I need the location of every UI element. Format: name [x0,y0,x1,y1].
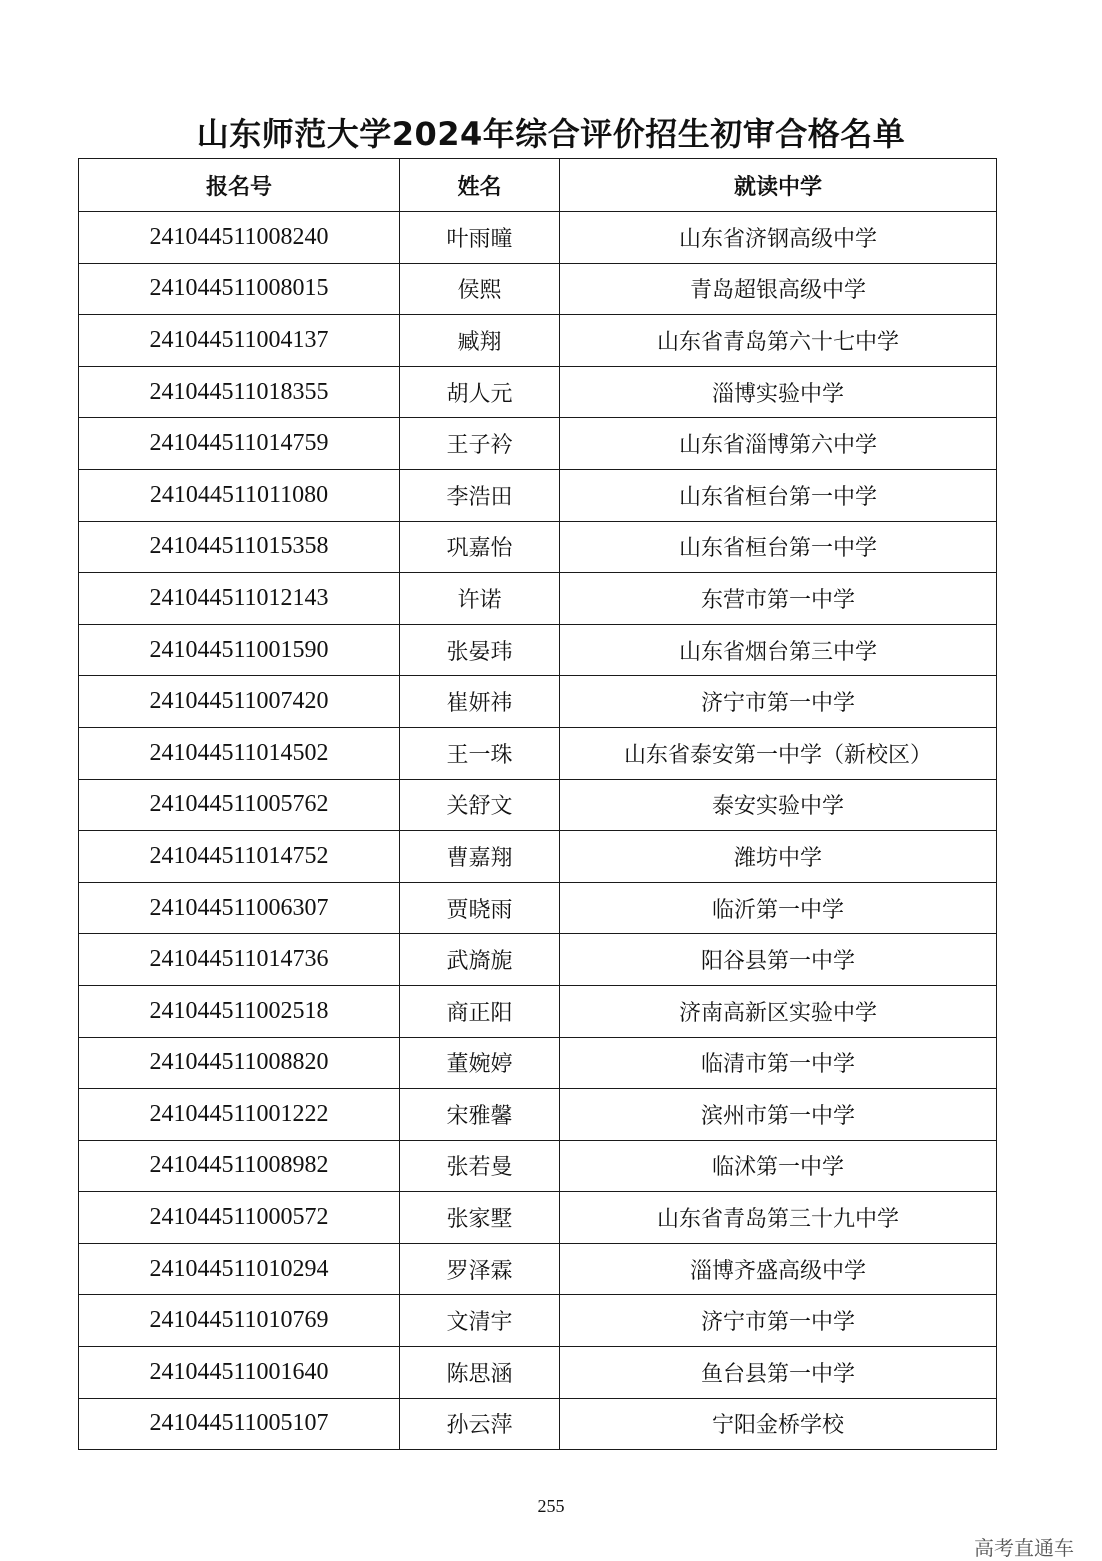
school-cell: 山东省泰安第一中学（新校区） [560,727,997,779]
registration-number-cell: 241044511008982 [79,1140,400,1192]
registration-number-cell: 241044511000572 [79,1192,400,1244]
table-row [79,934,997,986]
registration-number-cell: 241044511001222 [79,1089,400,1141]
school-cell: 鱼台县第一中学 [560,1347,997,1399]
registration-number-cell: 241044511005107 [79,1398,400,1450]
page-number: 255 [537,1496,565,1516]
student-name-cell: 武旖旎 [400,934,560,986]
school-cell: 临清市第一中学 [560,1037,997,1089]
table-row [79,1243,997,1295]
registration-number-cell: 241044511008240 [79,212,400,264]
table-row [79,212,997,264]
page-title: 山东师范大学2024年综合评价招生初审合格名单 [196,115,906,153]
school-cell: 滨州市第一中学 [560,1089,997,1141]
student-name-cell: 许诺 [400,573,560,625]
school-cell: 山东省淄博第六中学 [560,418,997,470]
student-name-cell: 贾晓雨 [400,882,560,934]
header-school: 就读中学 [560,159,997,212]
school-cell: 济宁市第一中学 [560,676,997,728]
registration-number-cell: 241044511004137 [79,315,400,367]
header-name: 姓名 [400,159,560,212]
header-registration-number: 报名号 [79,159,400,212]
registration-number-cell: 241044511007420 [79,676,400,728]
registration-number-cell: 241044511008015 [79,263,400,315]
school-cell: 临沭第一中学 [560,1140,997,1192]
student-name-cell: 张若曼 [400,1140,560,1192]
registration-number-cell: 241044511001640 [79,1347,400,1399]
table-row [79,831,997,883]
registration-number-cell: 241044511014736 [79,934,400,986]
table-row [79,727,997,779]
table-row [79,315,997,367]
table-row [79,779,997,831]
registration-number-cell: 241044511005762 [79,779,400,831]
student-name-cell: 侯熙 [400,263,560,315]
school-cell: 泰安实验中学 [560,779,997,831]
school-cell: 阳谷县第一中学 [560,934,997,986]
school-cell: 淄博齐盛高级中学 [560,1243,997,1295]
registration-number-cell: 241044511014752 [79,831,400,883]
admission-list-table [78,158,997,1450]
table-row [79,418,997,470]
table-row [79,624,997,676]
student-name-cell: 王子衿 [400,418,560,470]
table-body [79,212,997,1450]
table-row [79,1037,997,1089]
student-name-cell: 关舒文 [400,779,560,831]
school-cell: 山东省桓台第一中学 [560,469,997,521]
student-name-cell: 崔妍祎 [400,676,560,728]
school-cell: 济南高新区实验中学 [560,985,997,1037]
student-name-cell: 胡人元 [400,366,560,418]
table-header-row [79,159,997,212]
student-name-cell: 陈思涵 [400,1347,560,1399]
table-row [79,676,997,728]
school-cell: 青岛超银高级中学 [560,263,997,315]
school-cell: 山东省烟台第三中学 [560,624,997,676]
registration-number-cell: 241044511015358 [79,521,400,573]
student-name-cell: 叶雨曈 [400,212,560,264]
registration-number-cell: 241044511008820 [79,1037,400,1089]
registration-number-cell: 241044511012143 [79,573,400,625]
table-row [79,263,997,315]
registration-number-cell: 241044511010294 [79,1243,400,1295]
school-cell: 山东省青岛第三十九中学 [560,1192,997,1244]
registration-number-cell: 241044511002518 [79,985,400,1037]
table-row [79,1140,997,1192]
registration-number-cell: 241044511010769 [79,1295,400,1347]
table-row [79,573,997,625]
table-row [79,469,997,521]
watermark-text: 高考直通车 [974,1536,1074,1560]
student-name-cell: 张晏玮 [400,624,560,676]
registration-number-cell: 241044511011080 [79,469,400,521]
student-name-cell: 宋雅馨 [400,1089,560,1141]
student-name-cell: 曹嘉翔 [400,831,560,883]
registration-number-cell: 241044511014502 [79,727,400,779]
table-row [79,1398,997,1450]
student-name-cell: 商正阳 [400,985,560,1037]
student-name-cell: 孙云萍 [400,1398,560,1450]
school-cell: 东营市第一中学 [560,573,997,625]
student-name-cell: 罗泽霖 [400,1243,560,1295]
table-row [79,521,997,573]
student-name-cell: 李浩田 [400,469,560,521]
school-cell: 淄博实验中学 [560,366,997,418]
student-name-cell: 张家墅 [400,1192,560,1244]
registration-number-cell: 241044511018355 [79,366,400,418]
table-row [79,1089,997,1141]
registration-number-cell: 241044511006307 [79,882,400,934]
student-name-cell: 文清宇 [400,1295,560,1347]
table-row [79,1295,997,1347]
school-cell: 山东省济钢高级中学 [560,212,997,264]
student-name-cell: 巩嘉怡 [400,521,560,573]
registration-number-cell: 241044511014759 [79,418,400,470]
school-cell: 济宁市第一中学 [560,1295,997,1347]
school-cell: 宁阳金桥学校 [560,1398,997,1450]
school-cell: 山东省桓台第一中学 [560,521,997,573]
registration-number-cell: 241044511001590 [79,624,400,676]
table-row [79,985,997,1037]
student-name-cell: 王一珠 [400,727,560,779]
school-cell: 临沂第一中学 [560,882,997,934]
table-row [79,1347,997,1399]
student-name-cell: 臧翔 [400,315,560,367]
table-row [79,882,997,934]
student-name-cell: 董婉婷 [400,1037,560,1089]
table-row [79,1192,997,1244]
table-row [79,366,997,418]
school-cell: 山东省青岛第六十七中学 [560,315,997,367]
school-cell: 潍坊中学 [560,831,997,883]
